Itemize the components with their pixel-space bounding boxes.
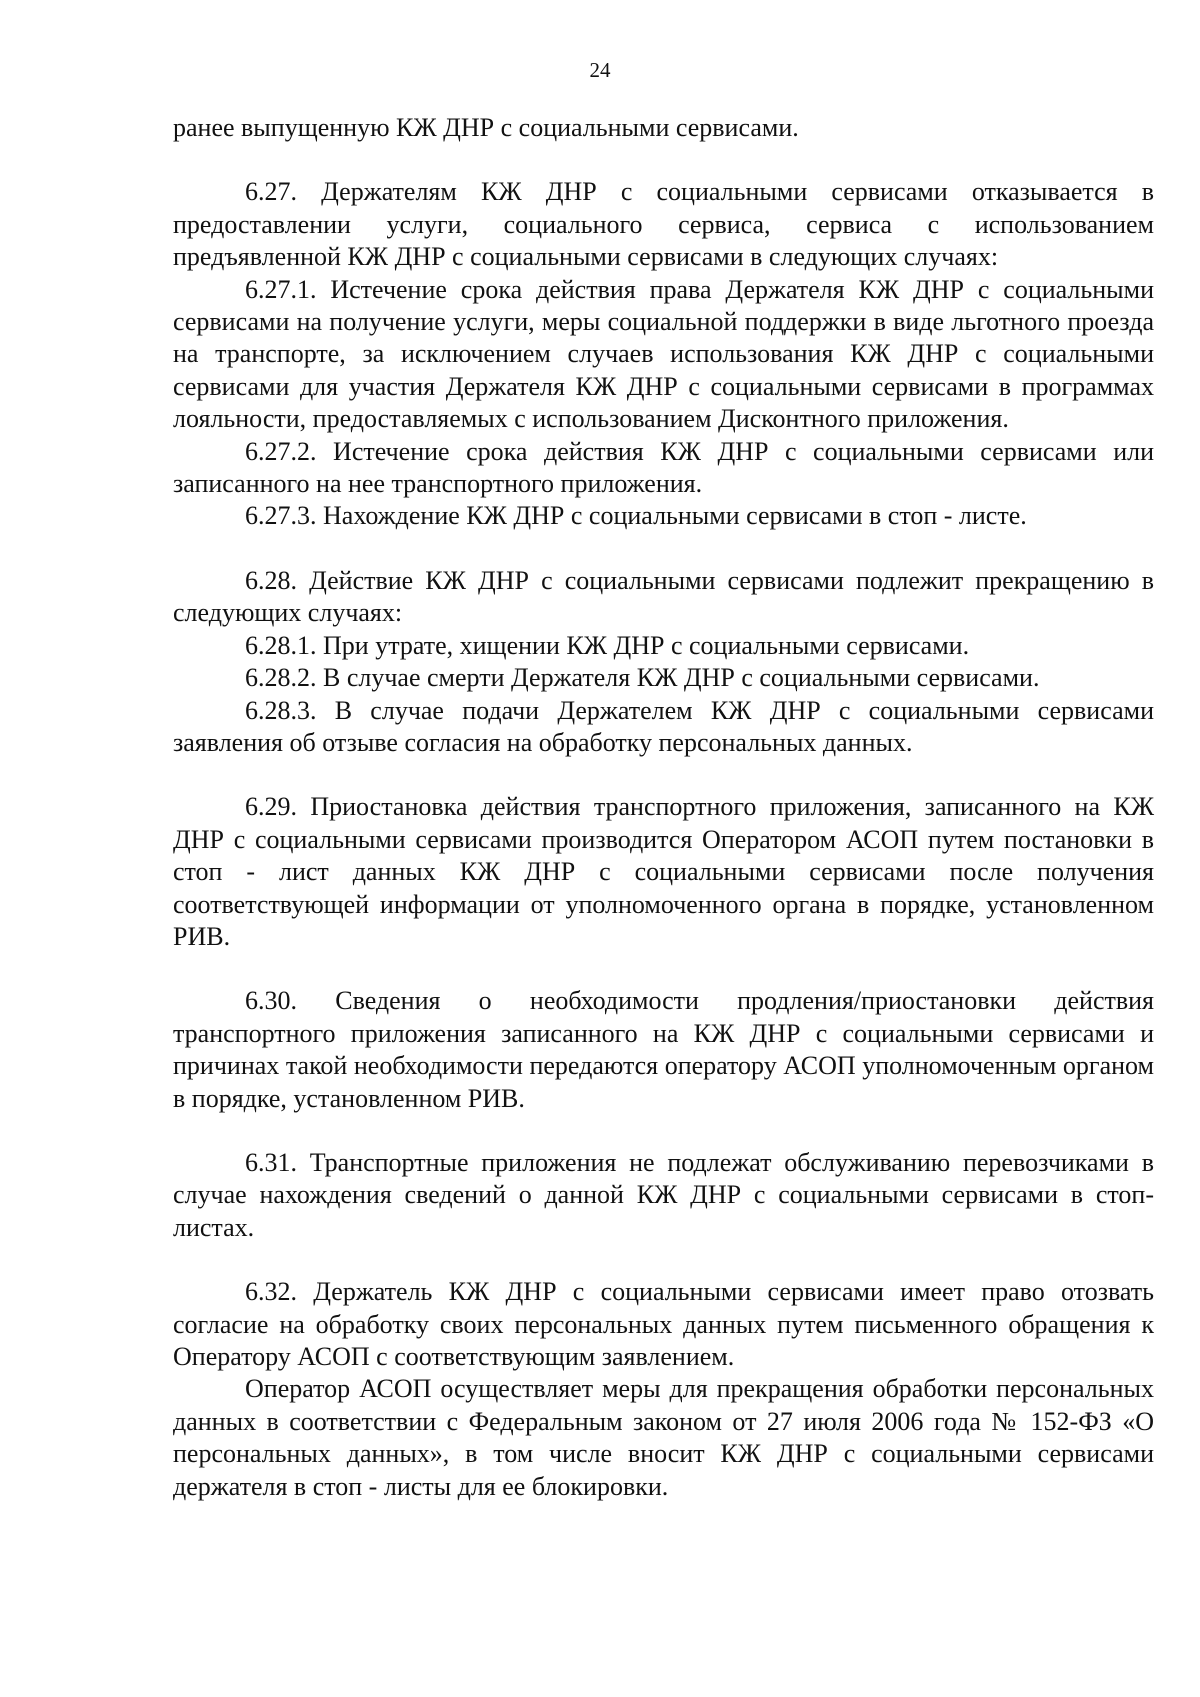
clause-6-27: 6.27. Держателям КЖ ДНР с социальными сервисами отказывается в предоставлении услуги, социального сервиса, сервиса с использованием предъявленной КЖ ДНР с социальными сервисами в следующих случаях: <box>173 177 1154 272</box>
clause-6-28-3: 6.28.3. В случае подачи Держателем КЖ ДНР с социальными сервисами заявления об отзыве согласия на обработку персональных данных. <box>173 695 1154 757</box>
clause-6-31: 6.31. Транспортные приложения не подлежат обслуживанию перевозчиками в случае нахождения сведений о данной КЖ ДНР с социальными сервисами в стоп-листах. <box>173 1147 1154 1242</box>
clause-6-29: 6.29. Приостановка действия транспортного приложения, записанного на КЖ ДНР с социальными сервисами производится Оператором АСОП путем постановки в стоп - лист данных КЖ ДНР с социальными сервисами после получения соответствующей информации от уполномоченного органа в порядке, установленном РИВ. <box>173 792 1154 951</box>
document-body <box>173 112 1154 1503</box>
clause-6-27-1: 6.27.1. Истечение срока действия права Держателя КЖ ДНР с социальными сервисами на получение услуги, меры социальной поддержки в виде льготного проезда на транспорте, за исключением случаев использования КЖ ДНР с социальными сервисами для участия Держателя КЖ ДНР с социальными сервисами в программах лояльности, предоставляемых с использованием Дисконтного приложения. <box>173 274 1154 434</box>
clause-6-28-2: 6.28.2. В случае смерти Держателя КЖ ДНР с социальными сервисами. <box>245 663 1040 693</box>
clause-6-30: 6.30. Сведения о необходимости продления/приостановки действия транспортного приложения записанного на КЖ ДНР с социальными сервисами и причинах такой необходимости передаются оператору АСОП уполномоченным органом в порядке, установленном РИВ. <box>173 986 1154 1113</box>
clause-6-27-3: 6.27.3. Нахождение КЖ ДНР с социальными сервисами в стоп - листе. <box>245 501 1027 531</box>
clause-6-28-1: 6.28.1. При утрате, хищении КЖ ДНР с социальными сервисами. <box>245 630 970 660</box>
clause-6-28: 6.28. Действие КЖ ДНР с социальными сервисами подлежит прекращению в следующих случаях: <box>173 565 1154 628</box>
clause-6-27-2: 6.27.2. Истечение срока действия КЖ ДНР с социальными сервисами или записанного на нее транспортного приложения. <box>173 436 1154 499</box>
clause-6-32: 6.32. Держатель КЖ ДНР с социальными сервисами имеет право отозвать согласие на обработку своих персональных данных путем письменного обращения к Оператору АСОП с соответствующим заявлением. <box>173 1277 1154 1371</box>
clause-6-32-operator: Оператор АСОП осуществляет меры для прекращения обработки персональных данных в соответствии с Федеральным законом от 27 июля 2006 года № 152-ФЗ «О персональных данных», в том числе вносит КЖ ДНР с социальными сервисами держателя в стоп - листы для ее блокировки. <box>173 1374 1154 1501</box>
paragraph-continuation: ранее выпущенную КЖ ДНР с социальными сервисами. <box>173 113 799 142</box>
page-number: 24 <box>589 58 611 82</box>
